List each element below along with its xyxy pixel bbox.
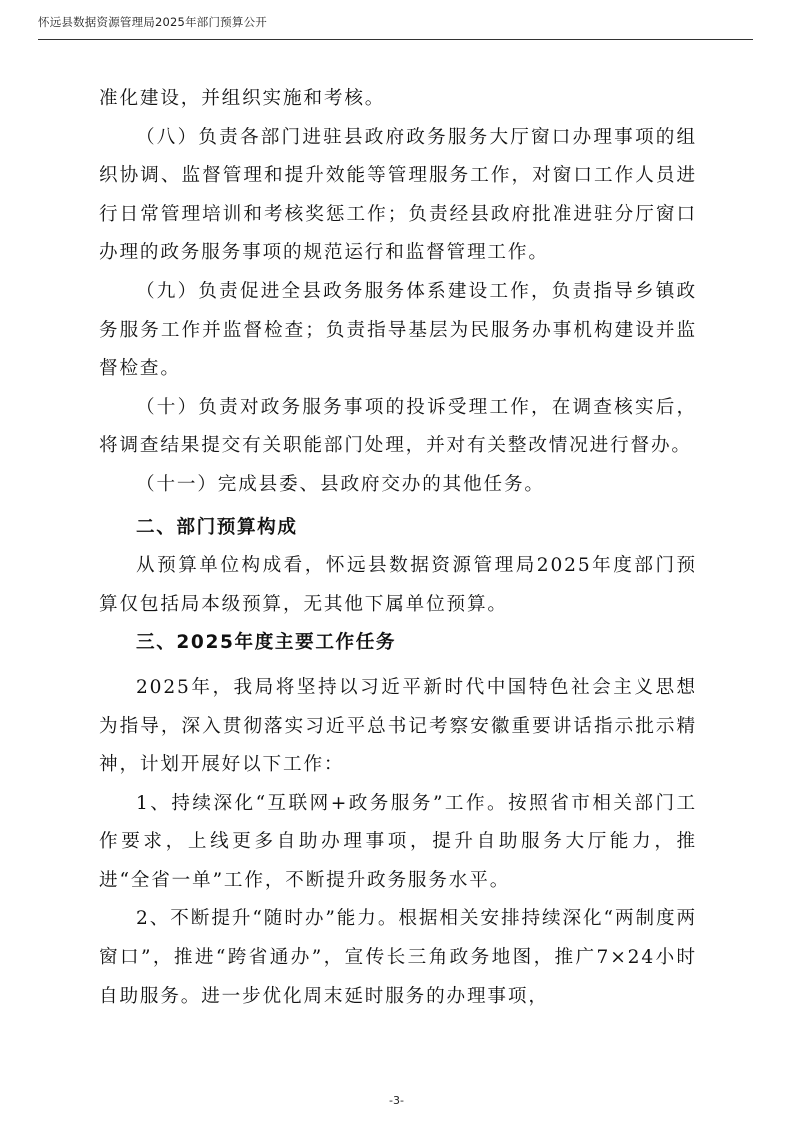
section-heading-main-tasks: 三、2025年度主要工作任务: [136, 632, 397, 654]
paragraph-item-9: （九）负责促进全县政务服务体系建设工作，负责指导乡镇政务服务工作并监督检查；负责指导基层为民服务办事机构建设并监督检查。: [99, 280, 697, 380]
document-body: [99, 80, 697, 1016]
paragraph-task-2: 2、不断提升“随时办”能力。根据相关安排持续深化“两制度两窗口”，推进“跨省通办”，宣传长三角政务地图，推广7×24小时自助服务。进一步优化周末延时服务的办理事项，: [99, 908, 697, 1007]
paragraph-tasks-intro: 2025年，我局将坚持以习近平新时代中国特色社会主义思想为指导，深入贯彻落实习近平总书记考察安徽重要讲话指示批示精神，计划开展好以下工作：: [99, 676, 697, 776]
paragraph-continuation: 准化建设，并组织实施和考核。: [99, 88, 386, 109]
page-number: -3-: [389, 1094, 404, 1107]
paragraph-item-8: （八）负责各部门进驻县政府政务服务大厅窗口办理事项的组织协调、监督管理和提升效能等管理服务工作，对窗口工作人员进行日常管理培训和考核奖惩工作；负责经县政府批准进驻分厅窗口办理的政务服务事项的规范运行和监督管理工作。: [99, 126, 697, 264]
document-header: 怀远县数据资源管理局2025年部门预算公开: [38, 15, 267, 29]
header-divider: [38, 39, 753, 40]
paragraph-item-11: （十一）完成县委、县政府交办的其他任务。: [136, 473, 545, 495]
paragraph-task-1: 1、持续深化“互联网+政务服务”工作。按照省市相关部门工作要求，上线更多自助办理事项，提升自助服务大厅能力，推进“全省一单”工作，不断提升政务服务水平。: [99, 792, 697, 891]
paragraph-item-10: （十）负责对政务服务事项的投诉受理工作，在调查核实后，将调查结果提交有关职能部门处理，并对有关整改情况进行督办。: [99, 396, 697, 457]
section-heading-budget-composition: 二、部门预算构成: [136, 516, 298, 538]
paragraph-budget-composition: 从预算单位构成看，怀远县数据资源管理局2025年度部门预算仅包括局本级预算，无其他下属单位预算。: [99, 555, 697, 615]
